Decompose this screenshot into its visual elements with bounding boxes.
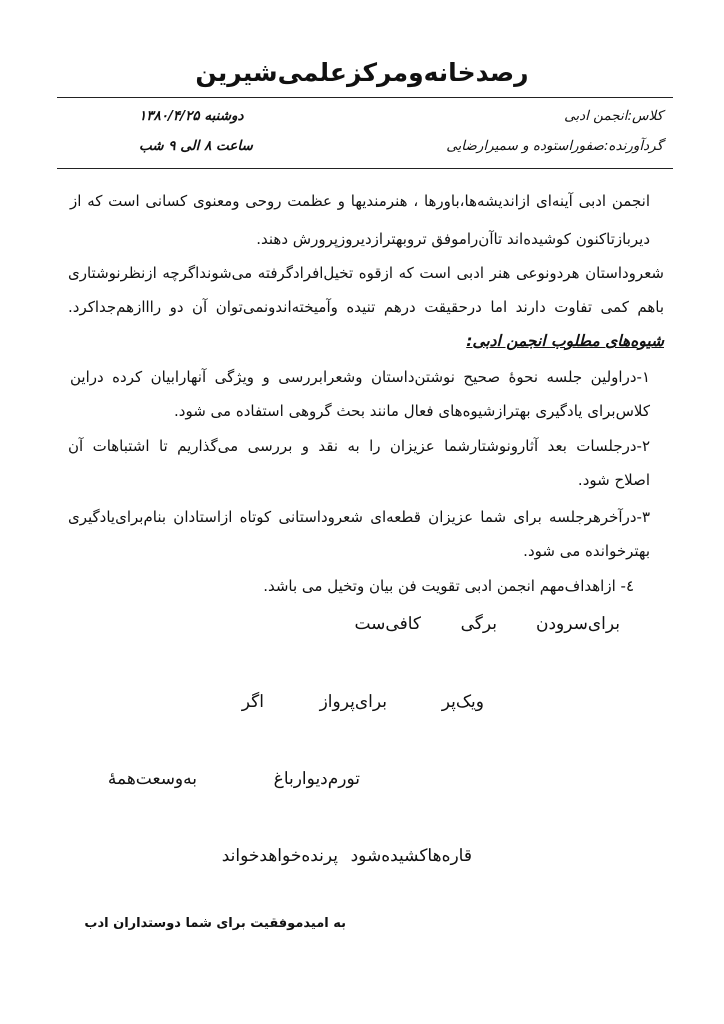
time-label: ساعت ۸ الی ۹ شب: [139, 138, 253, 154]
poem-line-1-word-1: برای‌سرودن: [535, 614, 620, 634]
item-1-line-1: ۱-دراولین جلسه نحوهٔ صحیح نوشتن‌داستان وشعرابررسی و ویژگی آنهارابیان کرده دراین: [70, 368, 650, 386]
item-4-line-1: ٤- ازاهداف‌مهم انجمن ادبی تقویت فن بیان وتخیل می باشد.: [263, 577, 634, 595]
poem-line-2-word-2: برای‌پرواز: [319, 692, 387, 712]
paragraph-2-line-1: شعروداستان هردونوعی هنر ادبی است که ازقوه تخیل‌افرادگرفته می‌شونداگرچه ازنظرنوشتاری: [68, 264, 664, 282]
paragraph-2-line-2: باهم کمی تفاوت دارند اما درحقیقت درهم تنیده وآمیخته‌اندونمی‌توان آن دو رااازهم‌جداکرد.: [68, 298, 664, 316]
signoff-text: به امیدموفقیت برای شما دوستداران ادب: [84, 916, 346, 931]
poem-line-3-word-1: تورم‌دیوارباغ: [273, 769, 360, 789]
paragraph-1-line-2: دیربازتاکنون کوشیده‌اند تاآن‌راموفق تروبهترازدیروزپرورش دهند.: [256, 230, 650, 248]
poem-line-1-word-2: برگی: [460, 614, 497, 634]
poem-line-4-word-1: قاره‌هاکشیده‌شود: [350, 846, 472, 866]
paragraph-1-line-1: انجمن ادبی آینه‌ای ازاندیشه‌ها،باورها ، هنرمندیها و عظمت روحی ومعنوی کسانی است که از: [70, 192, 650, 210]
item-1-line-2: کلاس‌برای یادگیری بهترازشیوه‌های فعال مانند بحث گروهی استفاده می شود.: [174, 402, 650, 420]
item-3-line-1: ۳-درآخرهرجلسه برای شما عزیزان قطعه‌ای شعروداستانی کوتاه ازاستادان بنام‌برای‌یادگیری: [68, 508, 650, 526]
header-box: [57, 97, 673, 169]
compilers-label: گردآورنده:صفوراستوده و سمیرارضایی: [446, 138, 663, 154]
item-2-line-1: ۲-درجلسات بعد آثارونوشتارشما عزیزان را به نقد و بررسی می‌گذاریم تا اشتباهات آن: [68, 437, 650, 455]
class-label: کلاس:انجمن ادبی: [564, 108, 663, 124]
methods-heading: شیوه‌های مطلوب انجمن ادبی:: [466, 332, 664, 350]
poem-line-3-word-2: به‌وسعت‌همهٔ: [107, 769, 197, 789]
poem-line-4-word-2: پرنده‌خواهدخواند: [221, 846, 338, 866]
date-label: دوشنبه ۱۳۸۰/۴/۲۵: [139, 108, 244, 124]
document-title: رصدخانه‌ومرکزعلمی‌شیرین: [195, 58, 529, 87]
item-3-line-2: بهترخوانده می شود.: [523, 542, 650, 560]
item-2-line-2: اصلاح شود.: [577, 471, 650, 489]
poem-line-2-word-3: اگر: [241, 692, 264, 712]
poem-line-1-word-3: کافی‌ست: [354, 614, 421, 634]
poem-line-2-word-1: ویک‌پر: [441, 692, 484, 712]
